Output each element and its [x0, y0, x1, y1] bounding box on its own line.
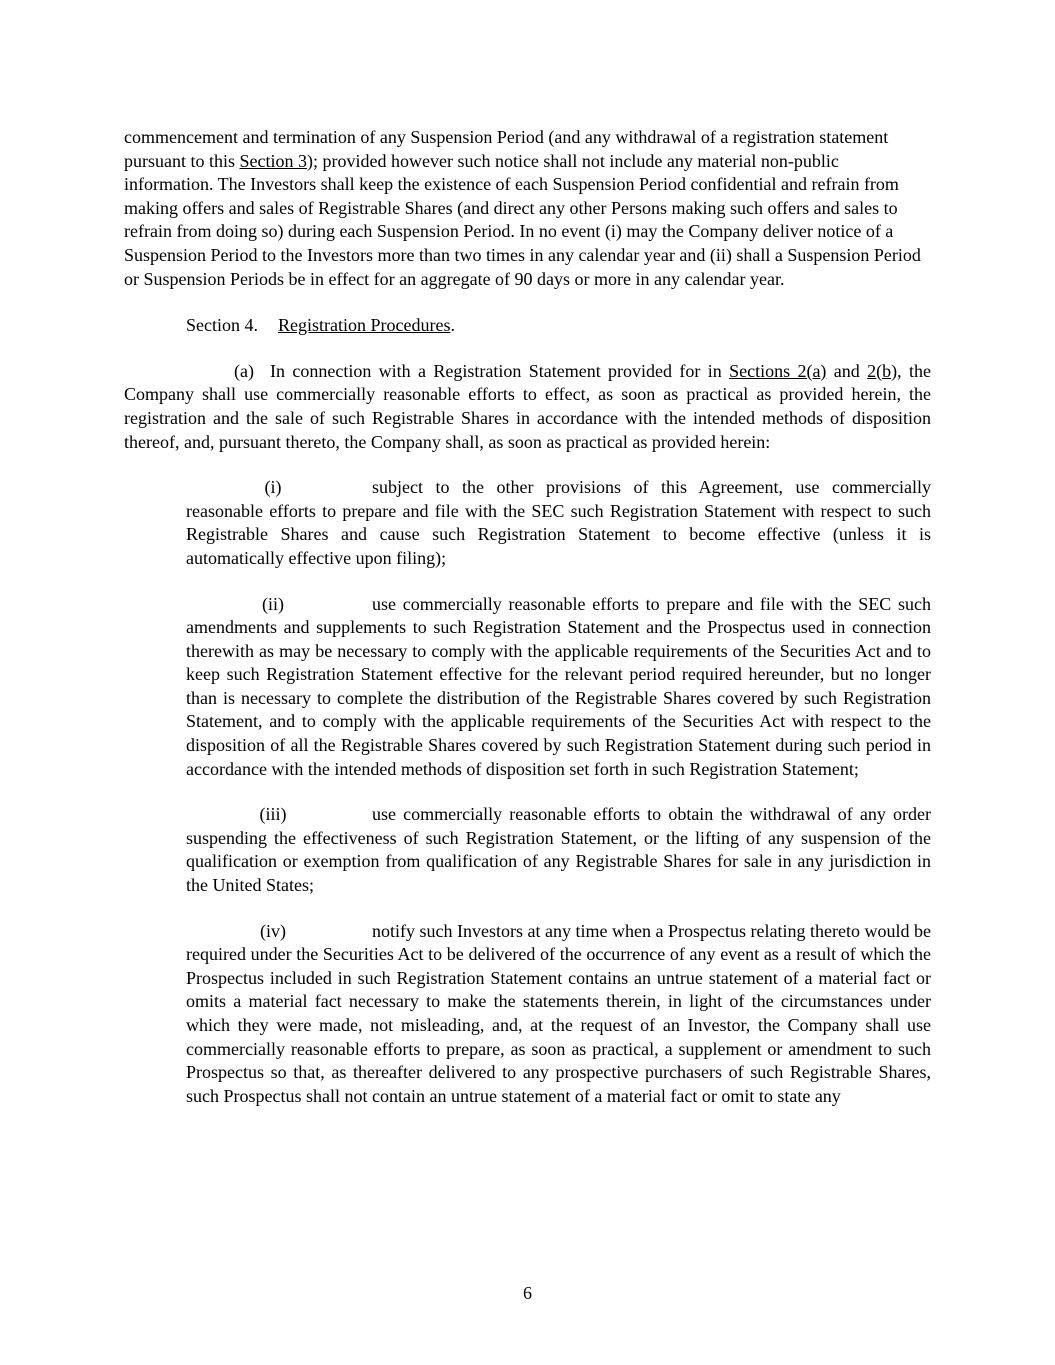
page-number: 6: [523, 1283, 532, 1303]
document-page: [124, 126, 931, 1108]
list-item: [186, 476, 931, 570]
list-item: [186, 803, 931, 897]
section-4-heading: [124, 314, 931, 338]
list-item-text: notify such Investors at any time when a Prospectus relating thereto would be required under the Securities Act to be delivered of the occurrence of any event as a result of which the Prospectus included in such Registration Statement contains an untrue statement of a material fact or omits a material fact necessary to make the statements therein, in light of the circumstances under which they were made, not misleading, and, at the request of an Investor, the Company shall use commercially reasonable efforts to prepare, as soon as practical, a supplement or amendment to such Prospectus so that, as thereafter delivered to any prospective purchasers of such Registrable Shares, such Prospectus shall not contain an untrue statement of a material fact or omit to state any: [186, 920, 931, 1106]
list-item: [186, 920, 931, 1109]
intro-paragraph: [124, 126, 931, 291]
section3-reference: Section 3: [239, 150, 307, 171]
intro-text-part2: ); provided however such notice shall not include any material non-public information. The Investors shall keep the existence of each Suspension Period confidential and refrain from making offers and sales of Registrable Shares (and direct any other Persons making such offers and sales to refrain from doing so) during each Suspension Period. In no event (i) may the Company deliver notice of a Suspension Period to the Investors more than two times in any calendar year and (ii) shall a Suspension Period or Suspension Periods be in effect for an aggregate of 90 days or more in any calendar year.: [124, 150, 921, 289]
paragraph-a-marker: (a): [234, 360, 254, 381]
section-4-title: Registration Procedures: [278, 315, 451, 336]
list-item-marker: (i): [264, 477, 282, 498]
paragraph-a: [124, 360, 931, 454]
section-4-title-suffix: .: [450, 315, 455, 336]
intro-text-part1: commencement and termination of any Suspension Period (and any withdrawal of a registration statement pursuant to this: [124, 127, 889, 171]
paragraph-a-text-part1: In connection with a Registration Statement provided for in: [270, 360, 730, 381]
list-item-text: subject to the other provisions of this Agreement, use commercially reasonable efforts to prepare and file with the SEC such Registration Statement with respect to such Registrable Shares and cause such Registration Statement to become effective (unless it is automatically effective upon filing);: [186, 477, 931, 568]
list-item-text: use commercially reasonable efforts to obtain the withdrawal of any order suspending the effectiveness of such Registration Statement, or the lifting of any suspension of the qualification or exemption from qualification of any Registrable Shares for sale in any jurisdiction in the United States;: [186, 804, 931, 896]
list-item-marker: (iv): [260, 920, 286, 941]
list-item: [186, 593, 931, 782]
paragraph-a-text-part3: the Company shall use commercially reasonable efforts to effect, as soon as practical as provided herein, the registration and the sale of such Registrable Shares in accordance with the intended methods of disposition thereof, and, pursuant thereto, the Company shall, as soon as practical as provided herein:: [124, 360, 931, 452]
list-item-marker: (ii): [262, 593, 284, 614]
sections-2a-reference: Sections 2(a): [729, 360, 827, 381]
section-2b-reference: 2(b),: [867, 360, 902, 381]
section-4-label: Section 4.: [186, 315, 258, 336]
list-item-marker: (iii): [259, 804, 287, 825]
list-item-text: use commercially reasonable efforts to prepare and file with the SEC such amendments and supplements to such Registration Statement and the Prospectus used in connection therewith as may be necessary to comply with the applicable requirements of the Securities Act and to keep such Registration Statement effective for the relevant period required hereunder, but no longer than is necessary to complete the distribution of the Registrable Shares covered by such Registration Statement, and to comply with the applicable requirements of the Securities Act with respect to the disposition of all the Registrable Shares covered by such Registration Statement during such period in accordance with the intended methods of disposition set forth in such Registration Statement;: [186, 593, 931, 779]
paragraph-a-text-part2: and: [826, 360, 868, 381]
